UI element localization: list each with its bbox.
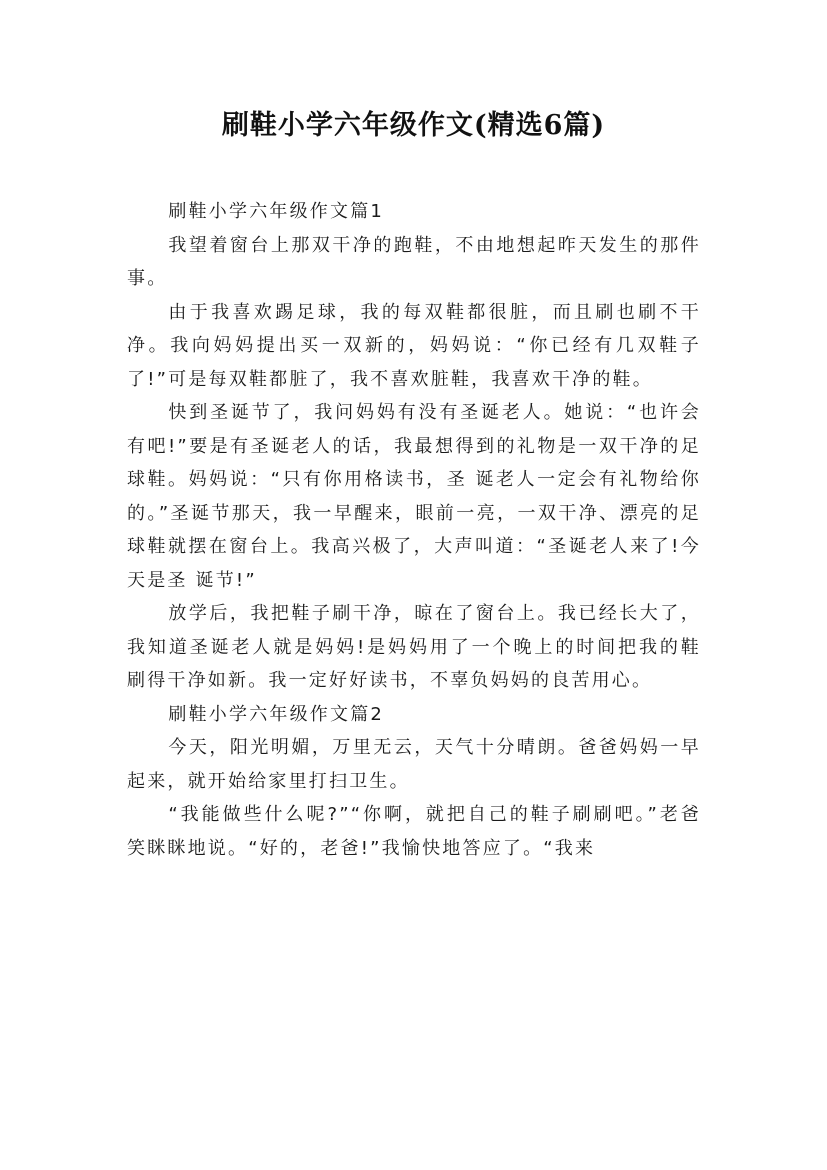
- paragraph: “我能做些什么呢?”“你啊，就把自己的鞋子刷刷吧。”老爸笑眯眯地说。“好的，老爸!”我愉快地答应了。“我来: [127, 804, 701, 859]
- paragraph: 快到圣诞节了，我问妈妈有没有圣诞老人。她说：“也许会有吧!”要是有圣诞老人的话，我最想得到的礼物是一双干净的足球鞋。妈妈说：“只有你用格读书，圣 诞老人一定会有礼物给你的。”圣诞节那天，我一早醒来，眼前一亮，一双干净、漂亮的足球鞋就摆在窗台上。我高兴极了，大声叫道：“圣诞老人来了!今天是圣 诞节!”: [127, 402, 701, 591]
- document-body: [127, 195, 701, 865]
- section-heading-1: 刷鞋小学六年级作文篇1: [168, 201, 385, 222]
- paragraph: 我望着窗台上那双干净的跑鞋，不由地想起昨天发生的那件事。: [127, 234, 701, 289]
- paragraph: 由于我喜欢踢足球，我的每双鞋都很脏，而且刷也刷不干净。我向妈妈提出买一双新的，妈妈说：“你已经有几双鞋子了!”可是每双鞋都脏了，我不喜欢脏鞋，我喜欢干净的鞋。: [127, 301, 701, 390]
- paragraph: 放学后，我把鞋子刷干净，晾在了窗台上。我已经长大了，我知道圣诞老人就是妈妈!是妈妈用了一个晚上的时间把我的鞋刷得干净如新。我一定好好读书，不辜负妈妈的良苦用心。: [127, 603, 701, 691]
- section-heading-2: 刷鞋小学六年级作文篇2: [168, 703, 385, 725]
- paragraph: 今天，阳光明媚，万里无云，天气十分晴朗。爸爸妈妈一早起来，就开始给家里打扫卫生。: [127, 737, 701, 792]
- document-title: 刷鞋小学六年级作文(精选6篇): [221, 110, 606, 141]
